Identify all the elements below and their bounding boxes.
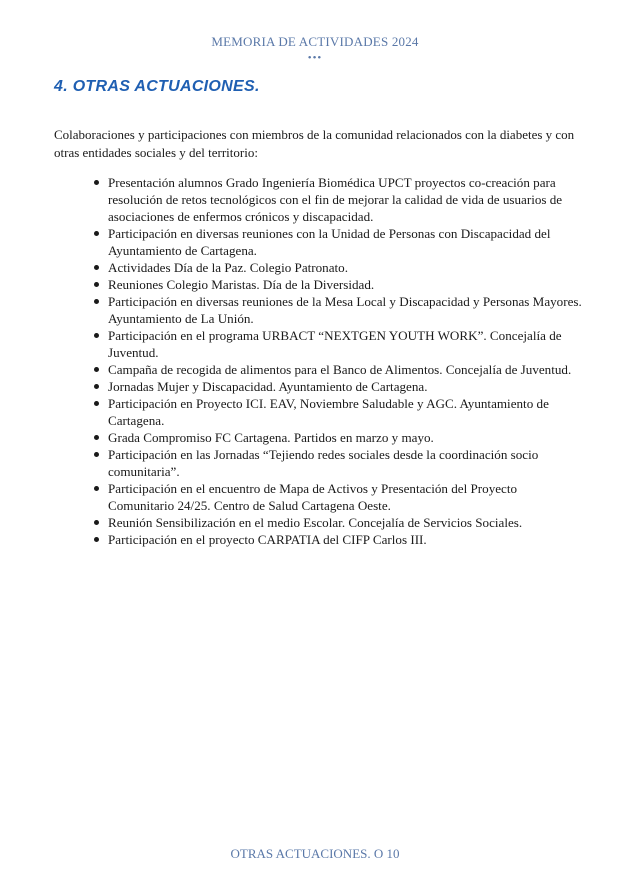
list-item: Participación en diversas reuniones de la Mesa Local y Discapacidad y Personas Mayores. Ayuntamiento de La Unión. [92,293,582,327]
list-item: Presentación alumnos Grado Ingeniería Biomédica UPCT proyectos co-creación para resolución de retos tecnológicos con el fin de mejorar la calidad de vida de usuarios de asociaciones de enfermos crónicos y discapacidad. [92,174,582,225]
list-item: Participación en diversas reuniones con la Unidad de Personas con Discapacidad del Ayuntamiento de Cartagena. [92,225,582,259]
page-header: MEMORIA DE ACTIVIDADES 2024 [211,34,419,49]
list-item: Grada Compromiso FC Cartagena. Partidos en marzo y mayo. [92,429,582,446]
list-item: Reuniones Colegio Maristas. Día de la Diversidad. [92,276,582,293]
list-item: Reunión Sensibilización en el medio Escolar. Concejalía de Servicios Sociales. [92,514,582,531]
header-ornament: ••• [307,52,323,64]
list-item: Campaña de recogida de alimentos para el Banco de Alimentos. Concejalía de Juventud. [92,361,582,378]
list-item: Participación en el programa URBACT “NEXTGEN YOUTH WORK”. Concejalía de Juventud. [92,327,582,361]
page-footer: OTRAS ACTUACIONES. O 10 [230,846,400,861]
activities-list [92,174,582,548]
list-item: Participación en el proyecto CARPATIA del CIFP Carlos III. [92,531,582,548]
section-title: 4. OTRAS ACTUACIONES. [54,78,260,95]
intro-paragraph: Colaboraciones y participaciones con miembros de la comunidad relacionados con la diabetes y con otras entidades sociales y del territorio: [54,127,575,160]
list-item: Participación en el encuentro de Mapa de Activos y Presentación del Proyecto Comunitario 24/25. Centro de Salud Cartagena Oeste. [92,480,582,514]
list-item: Actividades Día de la Paz. Colegio Patronato. [92,259,582,276]
list-item: Jornadas Mujer y Discapacidad. Ayuntamiento de Cartagena. [92,378,582,395]
list-item: Participación en las Jornadas “Tejiendo redes sociales desde la coordinación socio comunitaria”. [92,446,582,480]
list-item: Participación en Proyecto ICI. EAV, Noviembre Saludable y AGC. Ayuntamiento de Cartagena. [92,395,582,429]
